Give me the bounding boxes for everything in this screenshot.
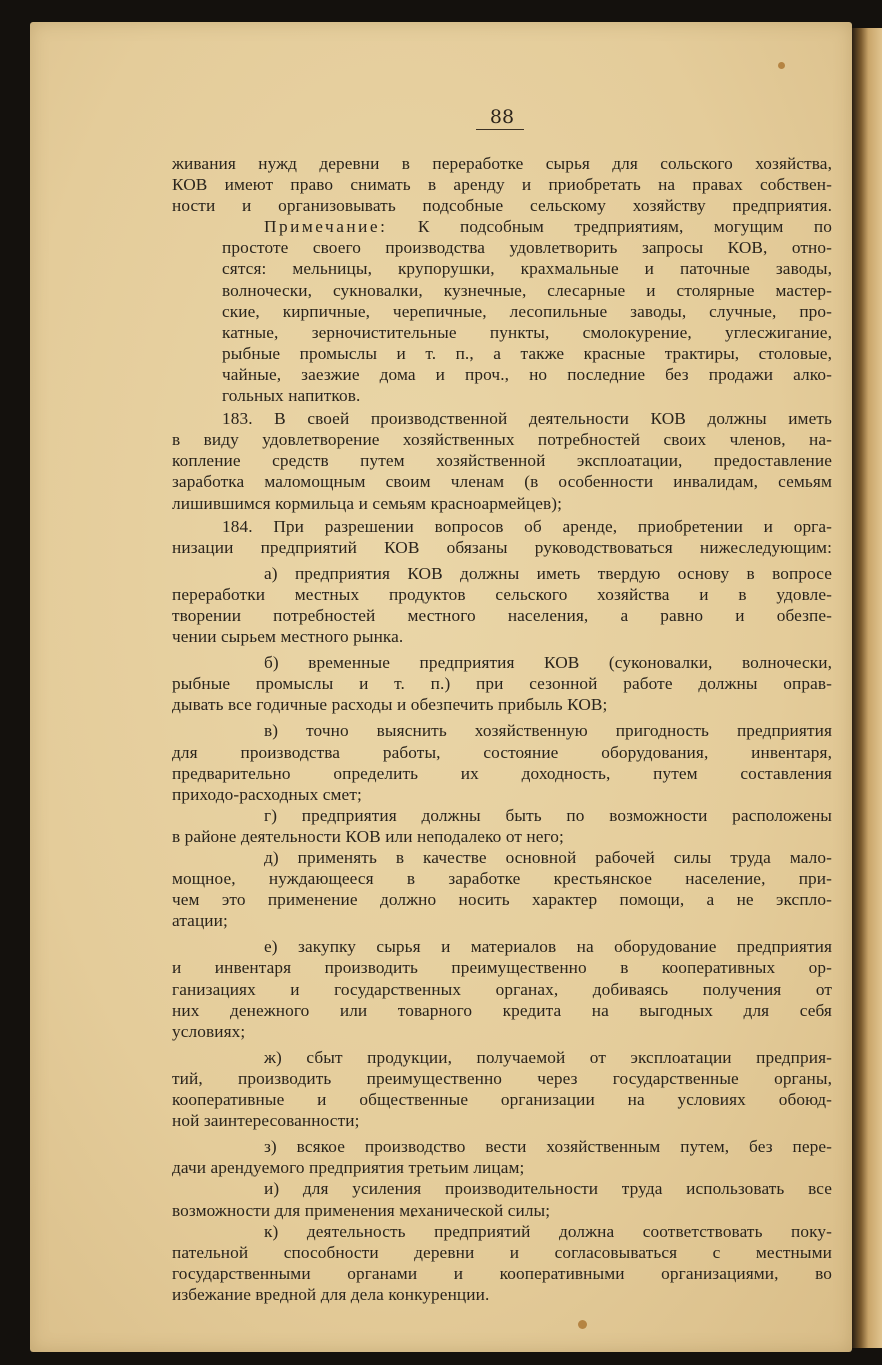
text-line: чайные, заезжие дома и проч., но последние без продажи алко- (222, 364, 832, 384)
text-line: ности и организовывать подсобные сельскому хозяйству предприятия. (172, 196, 832, 216)
text-line: ганизациях и государственных органах, добиваясь получения от (172, 979, 832, 999)
clause-v (172, 720, 832, 804)
text-line: д) применять в качестве основной рабочей силы труда мало- (264, 848, 832, 867)
text-line: сятся: мельницы, крупорушки, крахмальные и паточные заводы, (222, 259, 832, 279)
clause-z (172, 1136, 832, 1178)
text-line: государственными органами и кооперативными организациями, во (172, 1263, 832, 1283)
page-number: 88 (489, 106, 515, 128)
text-line: предварительно определить их доходность, путем составления (172, 763, 832, 783)
clause-k (172, 1221, 832, 1305)
text-line: волночески, сукновалки, кузнечные, слесарные и столярные мастер- (222, 280, 832, 300)
note-block (172, 216, 832, 406)
text-line: катные, зерночистительные пункты, смолокурение, углесжигание, (222, 322, 832, 342)
text-line: возможности для применения механической силы; (172, 1200, 551, 1220)
text-line: живания нужд деревни в переработке сырья для сольского хозяйства, (172, 154, 832, 173)
text-line: б) временные предприятия КОВ (суконовалки, волночески, (264, 653, 832, 673)
text-line: к) деятельность предприятий должна соответствовать поку- (264, 1221, 832, 1241)
text-line: ские, кирпичные, черепичные, лесопильные заводы, случные, про- (222, 301, 832, 321)
text-line: лишившимся кормильца и семьям красноармейцев); (172, 493, 563, 513)
text-line: избежание вредной для дела конкуренции. (172, 1284, 490, 1304)
text-line: рыбные промыслы и т. п.) при сезонной работе должны оправ- (172, 674, 832, 694)
paragraph-183 (172, 408, 832, 513)
text-line: тий, производить преимущественно через государственные органы, (172, 1068, 832, 1088)
text-line: 184. При разрешении вопросов об аренде, приобретении и орга- (222, 516, 832, 536)
clause-e (172, 936, 832, 1041)
document-text (172, 153, 832, 1305)
text-line: чем это применение должно носить характер помощи, а не эксплo- (172, 890, 832, 910)
text-line: а) предприятия КОВ должны иметь твердую основу в вопросе (264, 563, 832, 583)
paragraph-intro (172, 153, 832, 216)
text-line: низации предприятий КОВ обязаны руководствоваться нижеследующим: (172, 537, 832, 557)
clause-b (172, 652, 832, 715)
clause-i (172, 1178, 832, 1220)
text-line: копление средств путем хозяйственной эксплоатации, предоставление (172, 451, 832, 471)
text-line: рыбные промыслы и т. п., а также красные трактиры, столовые, (222, 343, 832, 363)
paper-stain (778, 62, 785, 69)
text-line: атации; (172, 911, 228, 931)
text-line (172, 216, 832, 237)
text-line: условиях; (172, 1021, 246, 1041)
text-line: дывать все годичные расходы и обезпечить прибыль КОВ; (172, 695, 608, 715)
text-line: приходо-расходных смет; (172, 784, 362, 804)
text-line: и инвентаря производить преимущественно в кооперативных ор- (172, 958, 832, 978)
text-line: кооперативные и общественные организации на условиях обоюд- (172, 1090, 832, 1110)
paragraph-184 (172, 516, 832, 558)
clause-d (172, 847, 832, 931)
text-line: в виду удовлетворение хозяйственных потребностей своих членов, на- (172, 430, 832, 450)
text-line: творении потребностей местного населения, а равно и обезпе- (172, 605, 832, 625)
text-line: и) для усиления производительности труда использовать все (264, 1179, 832, 1199)
text-line: простоте своего производства удовлетворить запросы КОВ, отно- (222, 238, 832, 258)
text-line: ж) сбыт продукции, получаемой от эксплоатации предприя- (264, 1047, 832, 1067)
clause-zh (172, 1047, 832, 1131)
clause-g (172, 805, 832, 847)
text-line: ной заинтересованности; (172, 1111, 360, 1131)
clause-a (172, 563, 832, 647)
text-line: них денежного или товарного кредита на выгодных для себя (172, 1000, 832, 1020)
text-line: дачи арендуемого предприятия третьим лицам; (172, 1158, 525, 1178)
text-line: гольных напитков. (222, 386, 361, 406)
text-line: 183. В своей производственной деятельности КОВ должны иметь (222, 409, 832, 429)
note-text: К подсобным тредприятиям, могущим по (417, 217, 832, 237)
next-page-edge (852, 28, 882, 1348)
text-line: КОВ имеют право снимать в аренду и приобретать на правах собствен- (172, 175, 832, 195)
paper-stain (578, 1320, 587, 1329)
note-label: Примечание: (264, 217, 388, 237)
text-line: е) закупку сырья и материалов на оборудование предприятия (264, 937, 832, 957)
page-number-underline (476, 129, 524, 130)
text-line: переработки местных продуктов сельского хозяйства и в удовле- (172, 584, 832, 604)
text-line: чении сырьем местного рынка. (172, 627, 404, 647)
text-line: заработка маломощным своим членам (в особенности инвалидам, семьям (172, 472, 832, 492)
text-line: в) точно выяснить хозяйственную пригодность предприятия (264, 721, 832, 741)
text-line: в районе деятельности КОВ или неподалеко от него; (172, 826, 564, 846)
text-line: г) предприятия должны быть по возможности расположены (264, 805, 832, 825)
text-line: для производства работы, состояние оборудования, инвентаря, (172, 742, 832, 762)
text-line: з) всякое производство вести хозяйственным путем, без пере- (264, 1137, 832, 1157)
text-line: мощное, нуждающееся в заработке крестьянское население, при- (172, 869, 832, 889)
text-line: пательной способности деревни и согласовываться с местными (172, 1242, 832, 1262)
